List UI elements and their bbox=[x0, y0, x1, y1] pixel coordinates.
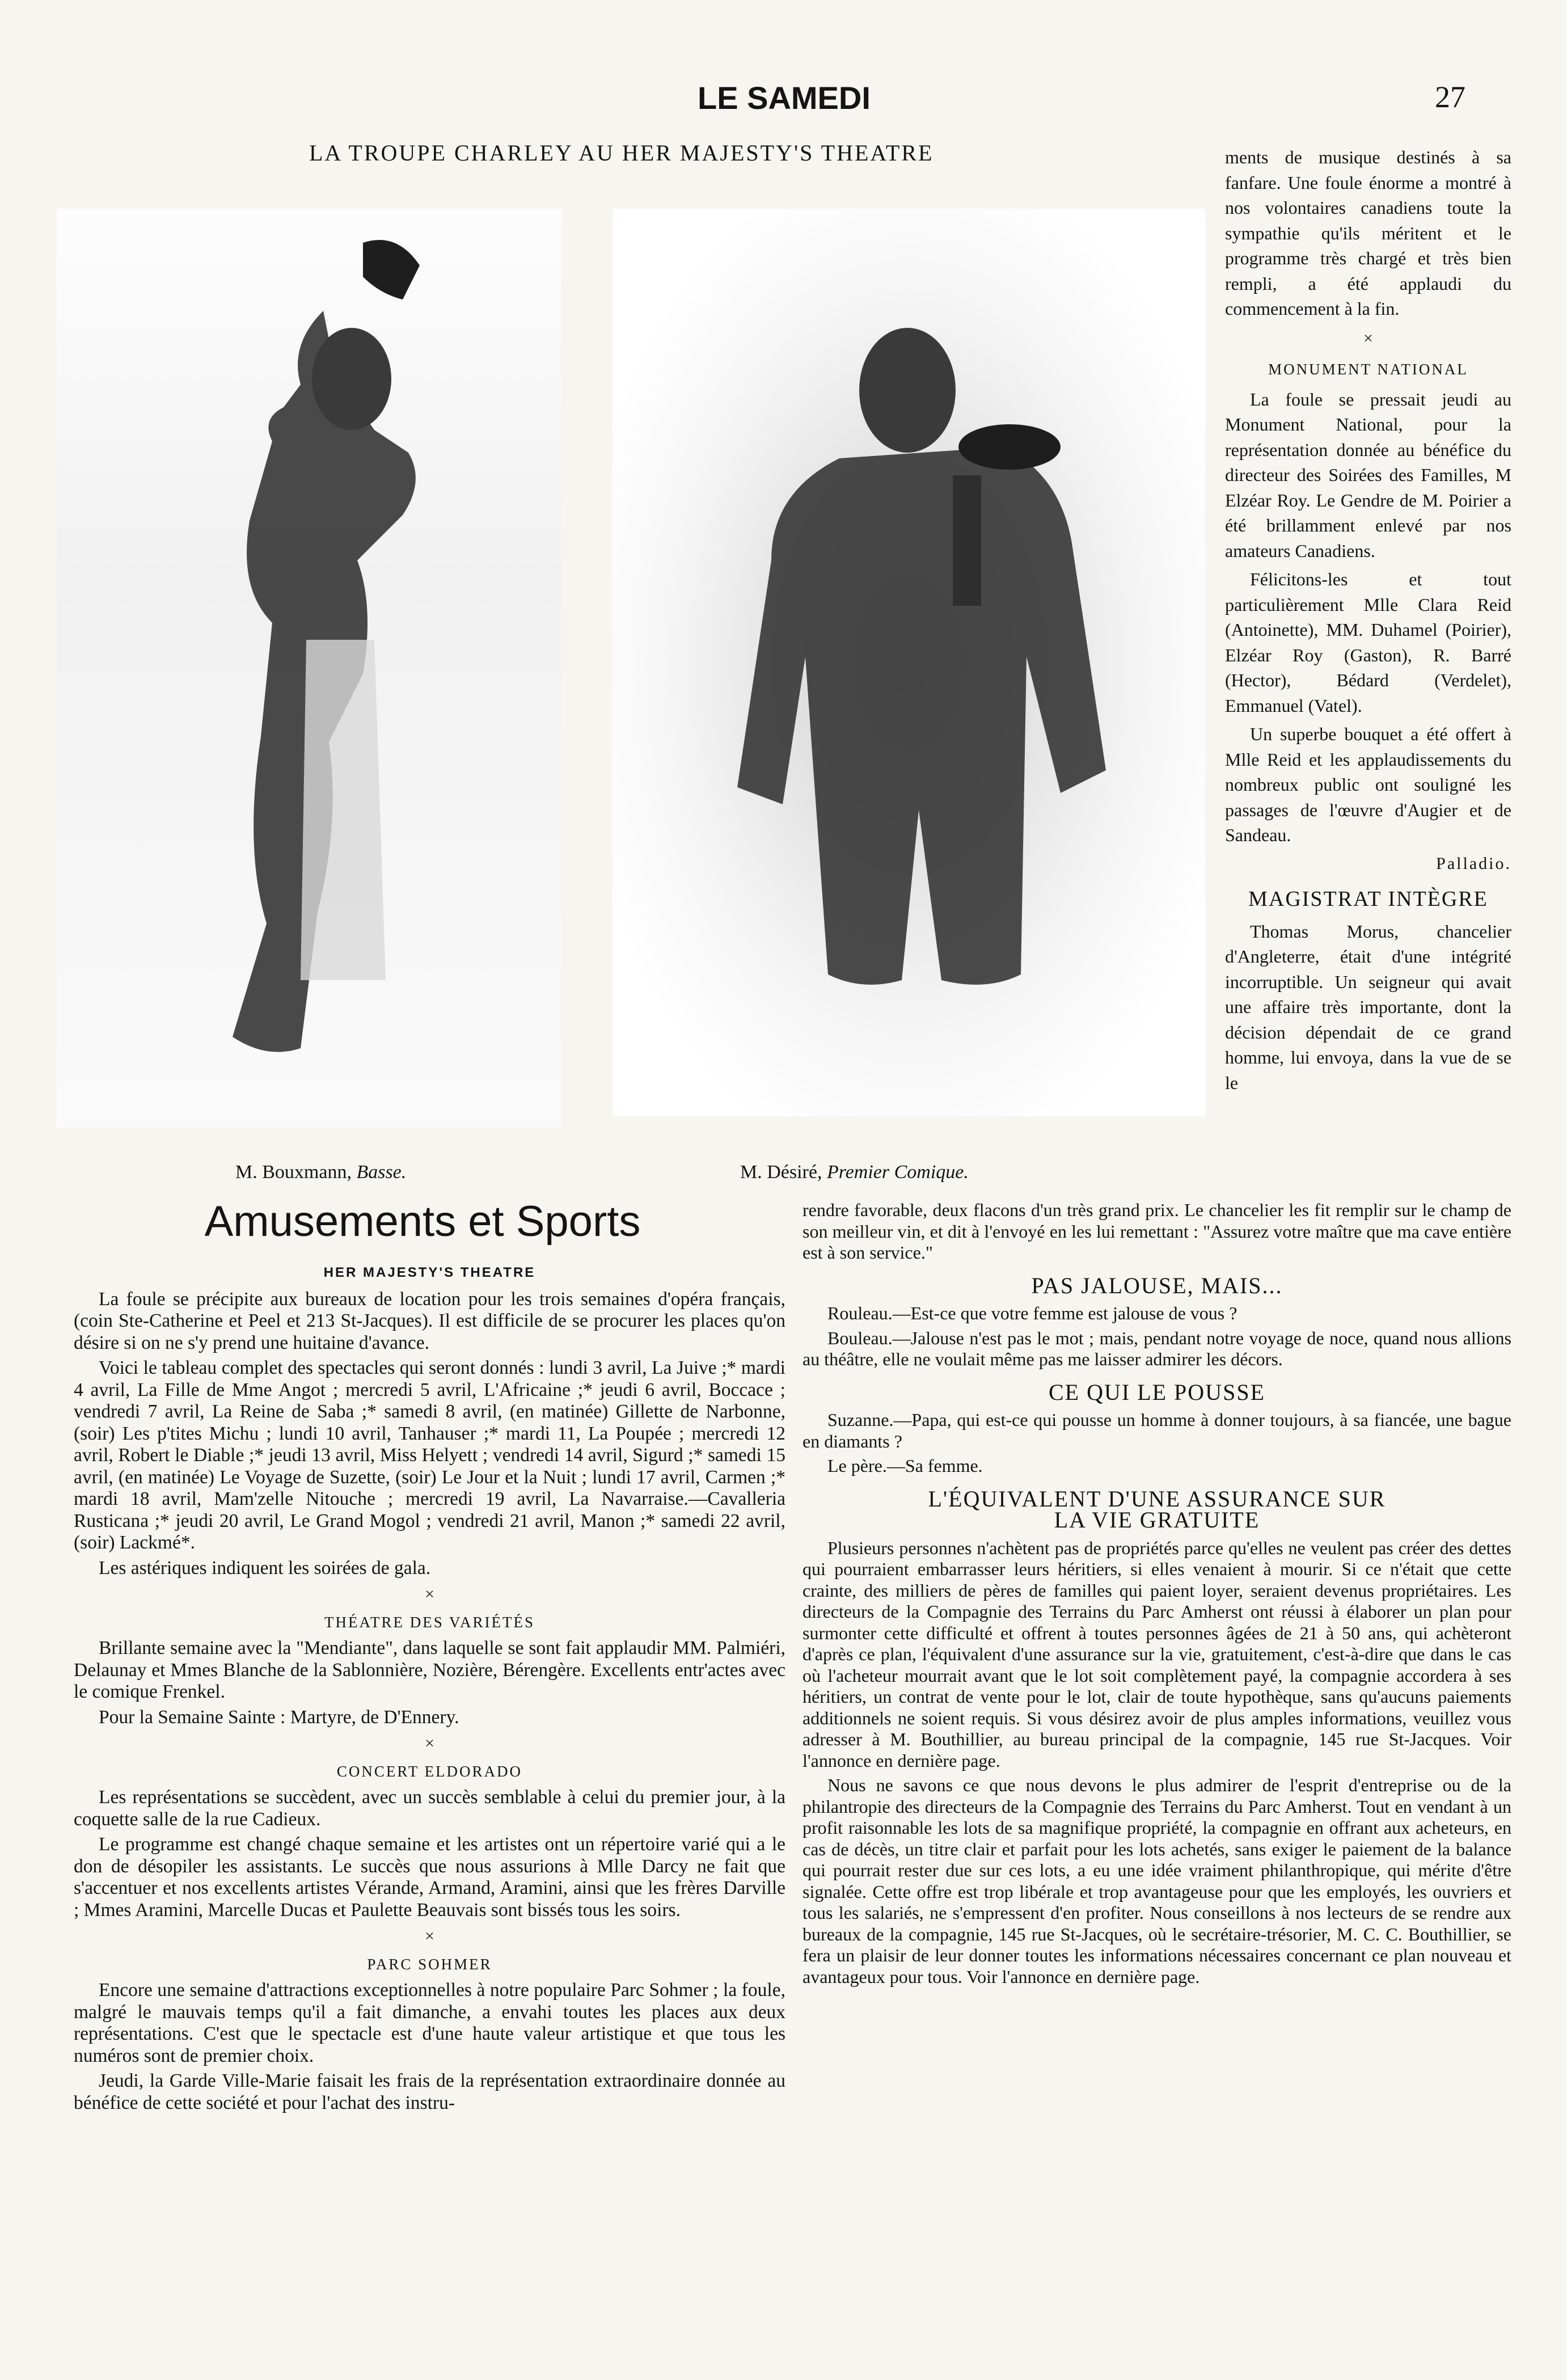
caption-role: Premier Comique. bbox=[826, 1162, 969, 1183]
caption-role: Basse. bbox=[356, 1162, 407, 1183]
caption-name: M. Bouxmann, bbox=[235, 1162, 352, 1183]
paragraph: Les représentations se succèdent, avec un succès semblable à celui du premier jour, à la coquette salle de la rue Cadieux. bbox=[74, 1787, 785, 1830]
paragraph: La foule se précipite aux bureaux de location pour les trois semaines d'opéra français, (coin Ste-Catherine et Peel et 213 St-Jacques). Il est difficile de se procurer les places qu'on désire si on ne s'y prend une huitaine d'avance. bbox=[74, 1288, 785, 1353]
paragraph: La foule se pressait jeudi au Monument National, pour la représentation donnée au bénéfice du directeur des Soirées des Familles, M Elzéar Roy. Le Gendre de M. Poirier a été brillamment enlevé par nos amateurs Canadiens. bbox=[1225, 389, 1511, 561]
paragraph: Les astériques indiquent les soirées de gala. bbox=[99, 1557, 431, 1579]
paragraph: Le père.—Sa femme. bbox=[827, 1455, 983, 1476]
paragraph: Un superbe bouquet a été offert à Mlle Reid et les applaudissements du nombreux public ont souligné les passages de l'œuvre d'Augier et de Sandeau. bbox=[1225, 724, 1511, 845]
section-title: PAS JALOUSE, MAIS... bbox=[1031, 1272, 1283, 1298]
section-title: L'ÉQUIVALENT D'UNE ASSURANCE SUR bbox=[928, 1486, 1386, 1512]
photo-bouxmann bbox=[57, 209, 561, 1128]
paragraph: Encore une semaine d'attractions exceptionnelles à notre populaire Parc Sohmer ; la foule, malgré le mauvais temps qu'il a fait dimanche, a envahi toutes les places aux deux représentations. C'est que le spectacle est d'une haute valeur artistique et que tous les numéros sont de premier choix. bbox=[74, 1980, 785, 2066]
paragraph: ments de musique destinés à sa fanfare. Une foule énorme a montré à nos volontaires canadiens toute la sympathie qu'ils méritent et le programme très chargé et très bien rempli, a été applaudi du commencement à la fin. bbox=[1225, 147, 1511, 319]
paragraph: Nous ne savons ce que nous devons le plus admirer de l'esprit d'entreprise ou de la philantropie des directeurs de la Compagnie des Terrains du Parc Amherst. Tout en vendant à un profit raisonnable les lots de sa magnifique propriété, la compagnie en offrant aux acheteurs, en cas de décès, un titre clair et parfait pour les lots achetés, sans exiger le paiement de la balance qui pourrait rester due sur ces lots, a eu une idée vraiment philanthropique, qui mérite d'être signalée. Cette offre est trop libérale et trop avantageuse pour que les employés, les ouvriers et tous les salariés, ne s'empressent d'en profiter. Nous conseillons à nos lecteurs de se rendre aux bureaux de la compagnie, 145 rue St-Jacques, où le secrétaire-trésorier, M. C. C. Bouthillier, se fera un plaisir de leur donner toutes les informations nécessaires concernant ce plan nouveau et avantageux pour tous. Voir l'annonce en dernière page. bbox=[802, 1775, 1511, 1987]
page-number: 27 bbox=[1435, 80, 1465, 114]
paragraph: Brillante semaine avec la "Mendiante", dans laquelle se sont fait applaudir MM. Palmiéri, Delaunay et Mmes Blanche de la Sablonnière, Nozière, Bérengère. Excellents entr'actes avec le comique Frenkel. bbox=[74, 1638, 785, 1702]
section-title: CE QUI LE POUSSE bbox=[1048, 1379, 1266, 1405]
photo-desire bbox=[613, 209, 1205, 1116]
separator: × bbox=[425, 1927, 434, 1946]
section-title: THÉATRE DES VARIÉTÉS bbox=[324, 1613, 535, 1631]
section-title: CONCERT ELDORADO bbox=[336, 1762, 523, 1780]
separator: × bbox=[425, 1585, 434, 1603]
section-title: MONUMENT NATIONAL bbox=[1268, 361, 1468, 378]
paragraph: Bouleau.—Jalouse n'est pas le mot ; mais, pendant notre voyage de noce, quand nous allions au théâtre, elle ne voulait même pas me laisser admirer les décors. bbox=[802, 1327, 1511, 1369]
section-title: MAGISTRAT INTÈGRE bbox=[1248, 887, 1488, 911]
masthead: LE SAMEDI bbox=[698, 80, 871, 116]
separator: × bbox=[425, 1734, 434, 1753]
feature-title: LA TROUPE CHARLEY AU HER MAJESTY'S THEATRE bbox=[309, 140, 934, 166]
separator: × bbox=[1363, 328, 1373, 348]
section-subtitle: LA VIE GRATUITE bbox=[1054, 1507, 1260, 1533]
bass-singer-figure bbox=[57, 209, 561, 1128]
paragraph: Pour la Semaine Sainte : Martyre, de D'Ennery. bbox=[99, 1706, 459, 1728]
caption-desire bbox=[740, 1162, 969, 1183]
paragraph: Suzanne.—Papa, qui est-ce qui pousse un homme à donner toujours, à sa fiancée, une bague en diamants ? bbox=[802, 1410, 1511, 1451]
caption-bouxmann bbox=[235, 1162, 406, 1183]
section-title: PARC SOHMER bbox=[367, 1955, 492, 1973]
paragraph: Félicitons-les et tout particulièrement Mlle Clara Reid (Antoinette), MM. Duhamel (Poirier), Elzéar Roy (Gaston), R. Barré (Hector), Bédard (Verdelet), Emmanuel (Vatel). bbox=[1225, 569, 1511, 716]
paragraph: Voici le tableau complet des spectacles qui seront donnés : lundi 3 avril, La Juive ;* mardi 4 avril, La Fille de Mme Angot ; mercredi 5 avril, L'Africaine ;* jeudi 6 avril, Boccace ; vendredi 7 avril, La Reine de Saba ;* samedi 8 avril, (en matinée) Gillette de Narbonne, (soir) Les p'tites Michu ; lundi 10 avril, Tanhauser ;* mardi 11, La Poupée ; mercredi 12 avril, Robert le Diable ;* jeudi 13 avril, Miss Helyett ; vendredi 14 avril, Sigurd ;* samedi 15 avril, (en matinée) Le Voyage de Suzette, (soir) Le Jour et la Nuit ; lundi 17 avril, Carmen ;* mardi 18 avril, Mam'zelle Nitouche ; mercredi 19 avril, La Navarraise.—Cavalleria Rusticana ;* jeudi 20 avril, Le Grand Mogol ; vendredi 21 avril, Manon ;* samedi 22 avril, (soir) Lackmé*. bbox=[74, 1357, 785, 1553]
paragraph: Plusieurs personnes n'achètent pas de propriétés parce qu'elles ne veulent pas créer des dettes qui pourraient embarrasser leurs héritiers, si elles venaient à mourir. Si ce n'était que cette crainte, des milliers de pères de familles qui paient loyer, seraient devenus propriétaires. Les directeurs de la Compagnie des Terrains du Parc Amherst ont réussi à élaborer un plan pour surmonter cette difficulté et offrent à toutes personnes âgées de 21 à 50 ans, qui achèteront d'après ce plan, l'équivalent d'une assurance sur la vie, gratuitement, c'est-à-dire que dans le cas où l'acheteur mourrait avant que le lot soit complètement payé, la compagnie accordera à ses héritiers, un contrat de vente pour le lot, clair de toute hypothèque, sans qu'aucuns paiements additionnels ne soient requis. Si vous désirez avoir de plus amples informations, veuillez vous adresser à M. Bouthillier, au bureau principal de la compagnie, 145 rue St-Jacques. Voir l'annonce en dernière page. bbox=[802, 1537, 1511, 1771]
caption-name: M. Désiré, bbox=[740, 1162, 822, 1183]
amusements-title: Amusements et Sports bbox=[204, 1197, 641, 1246]
comic-actor-figure bbox=[613, 209, 1205, 1116]
section-title: HER MAJESTY'S THEATRE bbox=[323, 1265, 536, 1280]
amusements-column bbox=[74, 1256, 785, 2357]
paragraph: Thomas Morus, chancelier d'Angleterre, était d'une intégrité incorruptible. Un seigneur qui avait une affaire très importante, dont la décision dépendait de ce grand homme, lui envoya, dans la vue de se le bbox=[1225, 921, 1511, 1093]
paragraph: Rouleau.—Est-ce que votre femme est jalouse de vous ? bbox=[827, 1303, 1237, 1323]
right-column bbox=[1225, 145, 1511, 1099]
paragraph: rendre favorable, deux flacons d'un très grand prix. Le chancelier les fit remplir sur le champ de son meilleur vin, et dit à l'envoyé en les lui remettant : "Assurez votre maître que ma cave entière est à son service." bbox=[802, 1200, 1511, 1263]
signature: Palladio. bbox=[1436, 854, 1511, 873]
paragraph: Jeudi, la Garde Ville-Marie faisait les frais de la représentation extraordinaire donnée au bénéfice de cette société et pour l'achat des instru- bbox=[74, 2070, 785, 2113]
paragraph: Le programme est changé chaque semaine et les artistes ont un répertoire varié qui a le don de désopiler les assistants. Le succès que nous assurions à Mlle Darcy ne fait que s'accentuer et nos excellents artistes Vérande, Armand, Aramini, ainsi que les frères Darville ; Mmes Aramini, Marcelle Ducas et Paulette Beauvais sont bissés tous les soirs. bbox=[74, 1834, 785, 1921]
right-lower-column bbox=[802, 1200, 1511, 2357]
